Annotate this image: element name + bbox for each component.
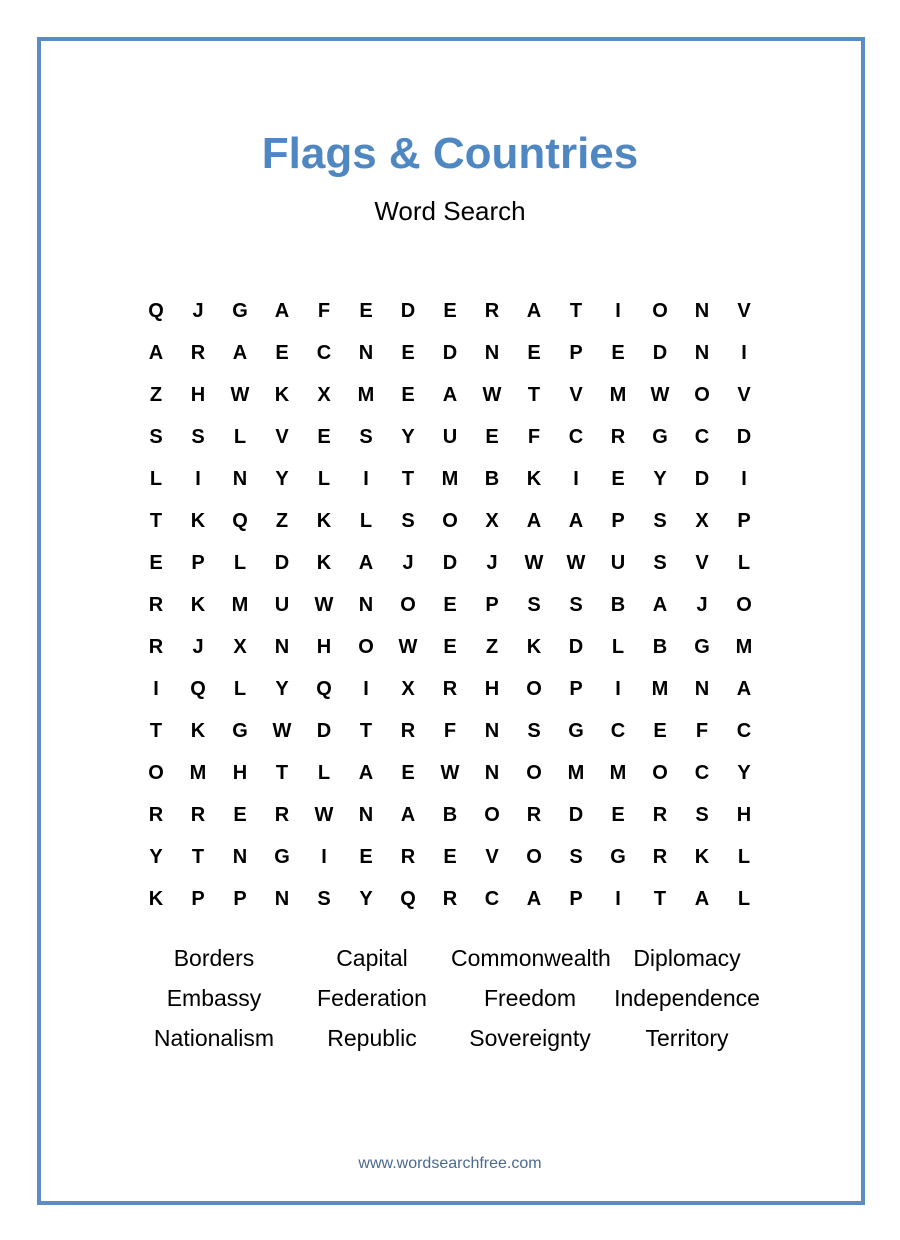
grid-cell: L [611,636,625,658]
grid-cell: A [400,804,416,826]
grid-cell: R [190,342,206,364]
grid-cell: N [358,342,374,364]
grid-row [135,710,765,752]
grid-cell: K [526,636,542,658]
grid-cell: A [526,300,542,322]
grid-cell: A [148,342,164,364]
grid-cell: G [568,720,584,742]
word-list-item: Embassy [166,985,262,1011]
grid-cell: P [191,552,205,574]
grid-cell: C [568,426,584,448]
grid-cell: N [274,888,290,910]
grid-cell: T [275,762,289,784]
grid-cell: Z [149,384,163,406]
grid-cell: W [230,384,250,406]
grid-cell: P [569,342,583,364]
grid-cell: O [526,762,542,784]
grid-cell: V [695,552,709,574]
grid-cell: O [358,636,374,658]
grid-cell: N [694,342,710,364]
grid-cell: S [569,846,583,868]
grid-cell: T [401,468,415,490]
grid-row [135,794,765,836]
grid-cell: W [314,804,334,826]
grid-cell: O [652,300,668,322]
word-list [135,942,765,1054]
grid-cell: E [485,426,499,448]
grid-cell: A [652,594,668,616]
grid-cell: J [696,594,708,616]
word-list-item: Sovereignty [469,1025,591,1051]
grid-cell: A [232,342,248,364]
grid-cell: S [149,426,163,448]
grid-cell: D [274,552,290,574]
grid-cell: E [149,552,163,574]
grid-cell: W [482,384,502,406]
grid-row [135,584,765,626]
grid-cell: A [358,762,374,784]
grid-cell: R [526,804,542,826]
grid-cell: D [400,300,416,322]
grid-cell: W [272,720,292,742]
grid-cell: D [736,426,752,448]
grid-cell: R [610,426,626,448]
grid-cell: H [190,384,206,406]
grid-cell: R [484,300,500,322]
grid-cell: S [191,426,205,448]
grid-cell: V [485,846,499,868]
grid-cell: N [358,594,374,616]
grid-row [135,542,765,584]
grid-cell: L [317,468,331,490]
grid-cell: M [651,678,669,700]
grid-cell: T [653,888,667,910]
grid-cell: M [735,636,753,658]
letter-grid [135,290,765,920]
grid-cell: N [694,300,710,322]
grid-cell: R [148,804,164,826]
grid-cell: H [736,804,752,826]
grid-cell: G [274,846,290,868]
grid-cell: A [526,888,542,910]
grid-cell: U [442,426,458,448]
grid-cell: N [484,762,500,784]
grid-cell: E [401,342,415,364]
grid-cell: Q [190,678,206,700]
grid-cell: U [610,552,626,574]
grid-cell: V [737,384,751,406]
grid-row [135,878,765,920]
grid-cell: E [443,846,457,868]
grid-cell: K [190,594,206,616]
grid-row [135,752,765,794]
grid-cell: T [191,846,205,868]
grid-row [135,290,765,332]
grid-cell: M [609,384,627,406]
grid-cell: D [442,342,458,364]
grid-cell: Y [653,468,667,490]
grid-row [135,458,765,500]
grid-cell: T [569,300,583,322]
grid-cell: E [443,636,457,658]
word-list-item: Diplomacy [633,945,741,971]
grid-row [135,500,765,542]
grid-cell: E [611,804,625,826]
grid-cell: L [737,888,751,910]
grid-cell: B [610,594,626,616]
grid-cell: O [400,594,416,616]
grid-cell: G [232,300,248,322]
grid-cell: I [615,678,621,700]
grid-cell: L [233,552,247,574]
word-list-item: Freedom [483,985,577,1011]
grid-cell: Q [316,678,332,700]
grid-cell: I [321,846,327,868]
grid-cell: R [442,888,458,910]
word-list-item: Federation [317,985,427,1011]
grid-cell: A [736,678,752,700]
grid-cell: L [737,846,751,868]
grid-cell: H [316,636,332,658]
grid-cell: Y [737,762,751,784]
grid-cell: K [526,468,542,490]
grid-cell: L [149,468,163,490]
grid-cell: E [611,342,625,364]
grid-cell: Y [275,468,289,490]
grid-cell: P [569,678,583,700]
grid-cell: W [440,762,460,784]
word-list-item: Territory [645,1025,729,1051]
grid-cell: Q [148,300,164,322]
grid-cell: K [190,510,206,532]
grid-cell: N [358,804,374,826]
grid-cell: R [400,720,416,742]
grid-cell: O [652,762,668,784]
grid-cell: I [615,300,621,322]
word-list-item: Republic [327,1025,417,1051]
grid-cell: E [401,762,415,784]
grid-cell: O [526,846,542,868]
grid-cell: R [652,804,668,826]
grid-cell: R [148,636,164,658]
grid-cell: D [652,342,668,364]
grid-cell: P [569,888,583,910]
grid-cell: A [442,384,458,406]
grid-cell: I [573,468,579,490]
grid-cell: F [317,300,331,322]
grid-cell: B [442,804,458,826]
word-list-item: Borders [173,945,255,971]
grid-cell: V [737,300,751,322]
word-list-item: Capital [336,945,408,971]
footer-url: www.wordsearchfree.com [358,1155,542,1172]
grid-cell: E [611,468,625,490]
grid-cell: A [694,888,710,910]
grid-row [135,416,765,458]
grid-cell: X [401,678,415,700]
grid-cell: S [527,720,541,742]
grid-cell: C [484,888,500,910]
grid-cell: O [442,510,458,532]
grid-cell: M [189,762,207,784]
grid-cell: B [652,636,668,658]
grid-cell: P [737,510,751,532]
grid-cell: A [568,510,584,532]
grid-cell: N [232,468,248,490]
grid-cell: G [232,720,248,742]
grid-cell: Z [485,636,499,658]
grid-cell: K [274,384,290,406]
grid-cell: D [568,636,584,658]
grid-cell: T [149,720,163,742]
grid-cell: R [274,804,290,826]
grid-cell: K [316,552,332,574]
grid-cell: C [694,426,710,448]
grid-cell: I [363,678,369,700]
grid-cell: G [610,846,626,868]
grid-cell: I [741,342,747,364]
grid-cell: E [527,342,541,364]
grid-cell: X [695,510,709,532]
grid-cell: E [359,300,373,322]
word-list-item: Independence [614,985,760,1011]
grid-cell: M [609,762,627,784]
grid-cell: D [442,552,458,574]
grid-cell: X [485,510,499,532]
grid-cell: O [148,762,164,784]
grid-cell: R [442,678,458,700]
grid-cell: R [652,846,668,868]
grid-cell: H [232,762,248,784]
grid-cell: V [275,426,289,448]
grid-cell: L [317,762,331,784]
grid-cell: X [233,636,247,658]
grid-cell: A [274,300,290,322]
grid-cell: Z [275,510,289,532]
grid-cell: I [363,468,369,490]
grid-cell: R [148,594,164,616]
grid-cell: O [526,678,542,700]
grid-cell: S [359,426,373,448]
grid-row [135,332,765,374]
grid-cell: C [610,720,626,742]
grid-cell: M [441,468,459,490]
grid-cell: P [191,888,205,910]
grid-cell: A [358,552,374,574]
grid-cell: T [527,384,541,406]
grid-cell: M [357,384,375,406]
grid-cell: E [275,342,289,364]
grid-cell: W [566,552,586,574]
grid-cell: T [359,720,373,742]
grid-cell: S [317,888,331,910]
grid-cell: I [615,888,621,910]
grid-cell: D [694,468,710,490]
grid-cell: H [484,678,500,700]
grid-cell: W [650,384,670,406]
grid-cell: S [527,594,541,616]
page-title: Flags & Countries [261,129,639,178]
grid-cell: L [233,426,247,448]
grid-cell: N [232,846,248,868]
grid-cell: N [274,636,290,658]
grid-cell: E [443,300,457,322]
grid-row [135,626,765,668]
grid-cell: Y [401,426,415,448]
grid-cell: O [694,384,710,406]
grid-cell: W [314,594,334,616]
grid-cell: K [148,888,164,910]
grid-cell: S [653,510,667,532]
grid-cell: K [190,720,206,742]
grid-cell: S [569,594,583,616]
grid-cell: B [484,468,500,490]
grid-cell: W [398,636,418,658]
grid-cell: S [401,510,415,532]
grid-cell: E [401,384,415,406]
grid-cell: E [653,720,667,742]
grid-cell: F [527,426,541,448]
grid-cell: D [568,804,584,826]
grid-cell: R [190,804,206,826]
grid-cell: P [611,510,625,532]
grid-cell: G [652,426,668,448]
grid-cell: S [653,552,667,574]
grid-cell: I [153,678,159,700]
grid-cell: W [524,552,544,574]
grid-cell: L [737,552,751,574]
grid-cell: S [695,804,709,826]
grid-cell: O [484,804,500,826]
grid-cell: E [233,804,247,826]
grid-cell: A [526,510,542,532]
grid-cell: P [233,888,247,910]
grid-cell: N [484,720,500,742]
grid-cell: R [400,846,416,868]
grid-cell: L [359,510,373,532]
grid-cell: V [569,384,583,406]
grid-row [135,374,765,416]
word-list-item: Commonwealth [451,945,611,971]
grid-cell: E [443,594,457,616]
grid-cell: Y [359,888,373,910]
grid-cell: T [149,510,163,532]
grid-cell: Q [400,888,416,910]
grid-cell: F [443,720,457,742]
grid-cell: K [694,846,710,868]
grid-cell: K [316,510,332,532]
grid-cell: J [486,552,498,574]
grid-cell: F [695,720,709,742]
grid-cell: E [359,846,373,868]
grid-cell: M [567,762,585,784]
grid-cell: Y [149,846,163,868]
grid-cell: J [402,552,414,574]
grid-cell: C [316,342,332,364]
grid-cell: I [741,468,747,490]
grid-cell: J [192,636,204,658]
grid-cell: Y [275,678,289,700]
grid-cell: U [274,594,290,616]
grid-cell: N [484,342,500,364]
page-subtitle: Word Search [374,196,526,226]
grid-cell: G [694,636,710,658]
grid-cell: X [317,384,331,406]
grid-cell: O [736,594,752,616]
grid-cell: J [192,300,204,322]
grid-row [135,668,765,710]
grid-cell: P [485,594,499,616]
grid-cell: M [231,594,249,616]
grid-row [135,836,765,878]
grid-cell: E [317,426,331,448]
grid-cell: C [736,720,752,742]
grid-cell: L [233,678,247,700]
word-list-item: Nationalism [153,1025,275,1051]
grid-cell: N [694,678,710,700]
grid-cell: Q [232,510,248,532]
grid-cell: I [195,468,201,490]
grid-cell: C [694,762,710,784]
grid-cell: D [316,720,332,742]
